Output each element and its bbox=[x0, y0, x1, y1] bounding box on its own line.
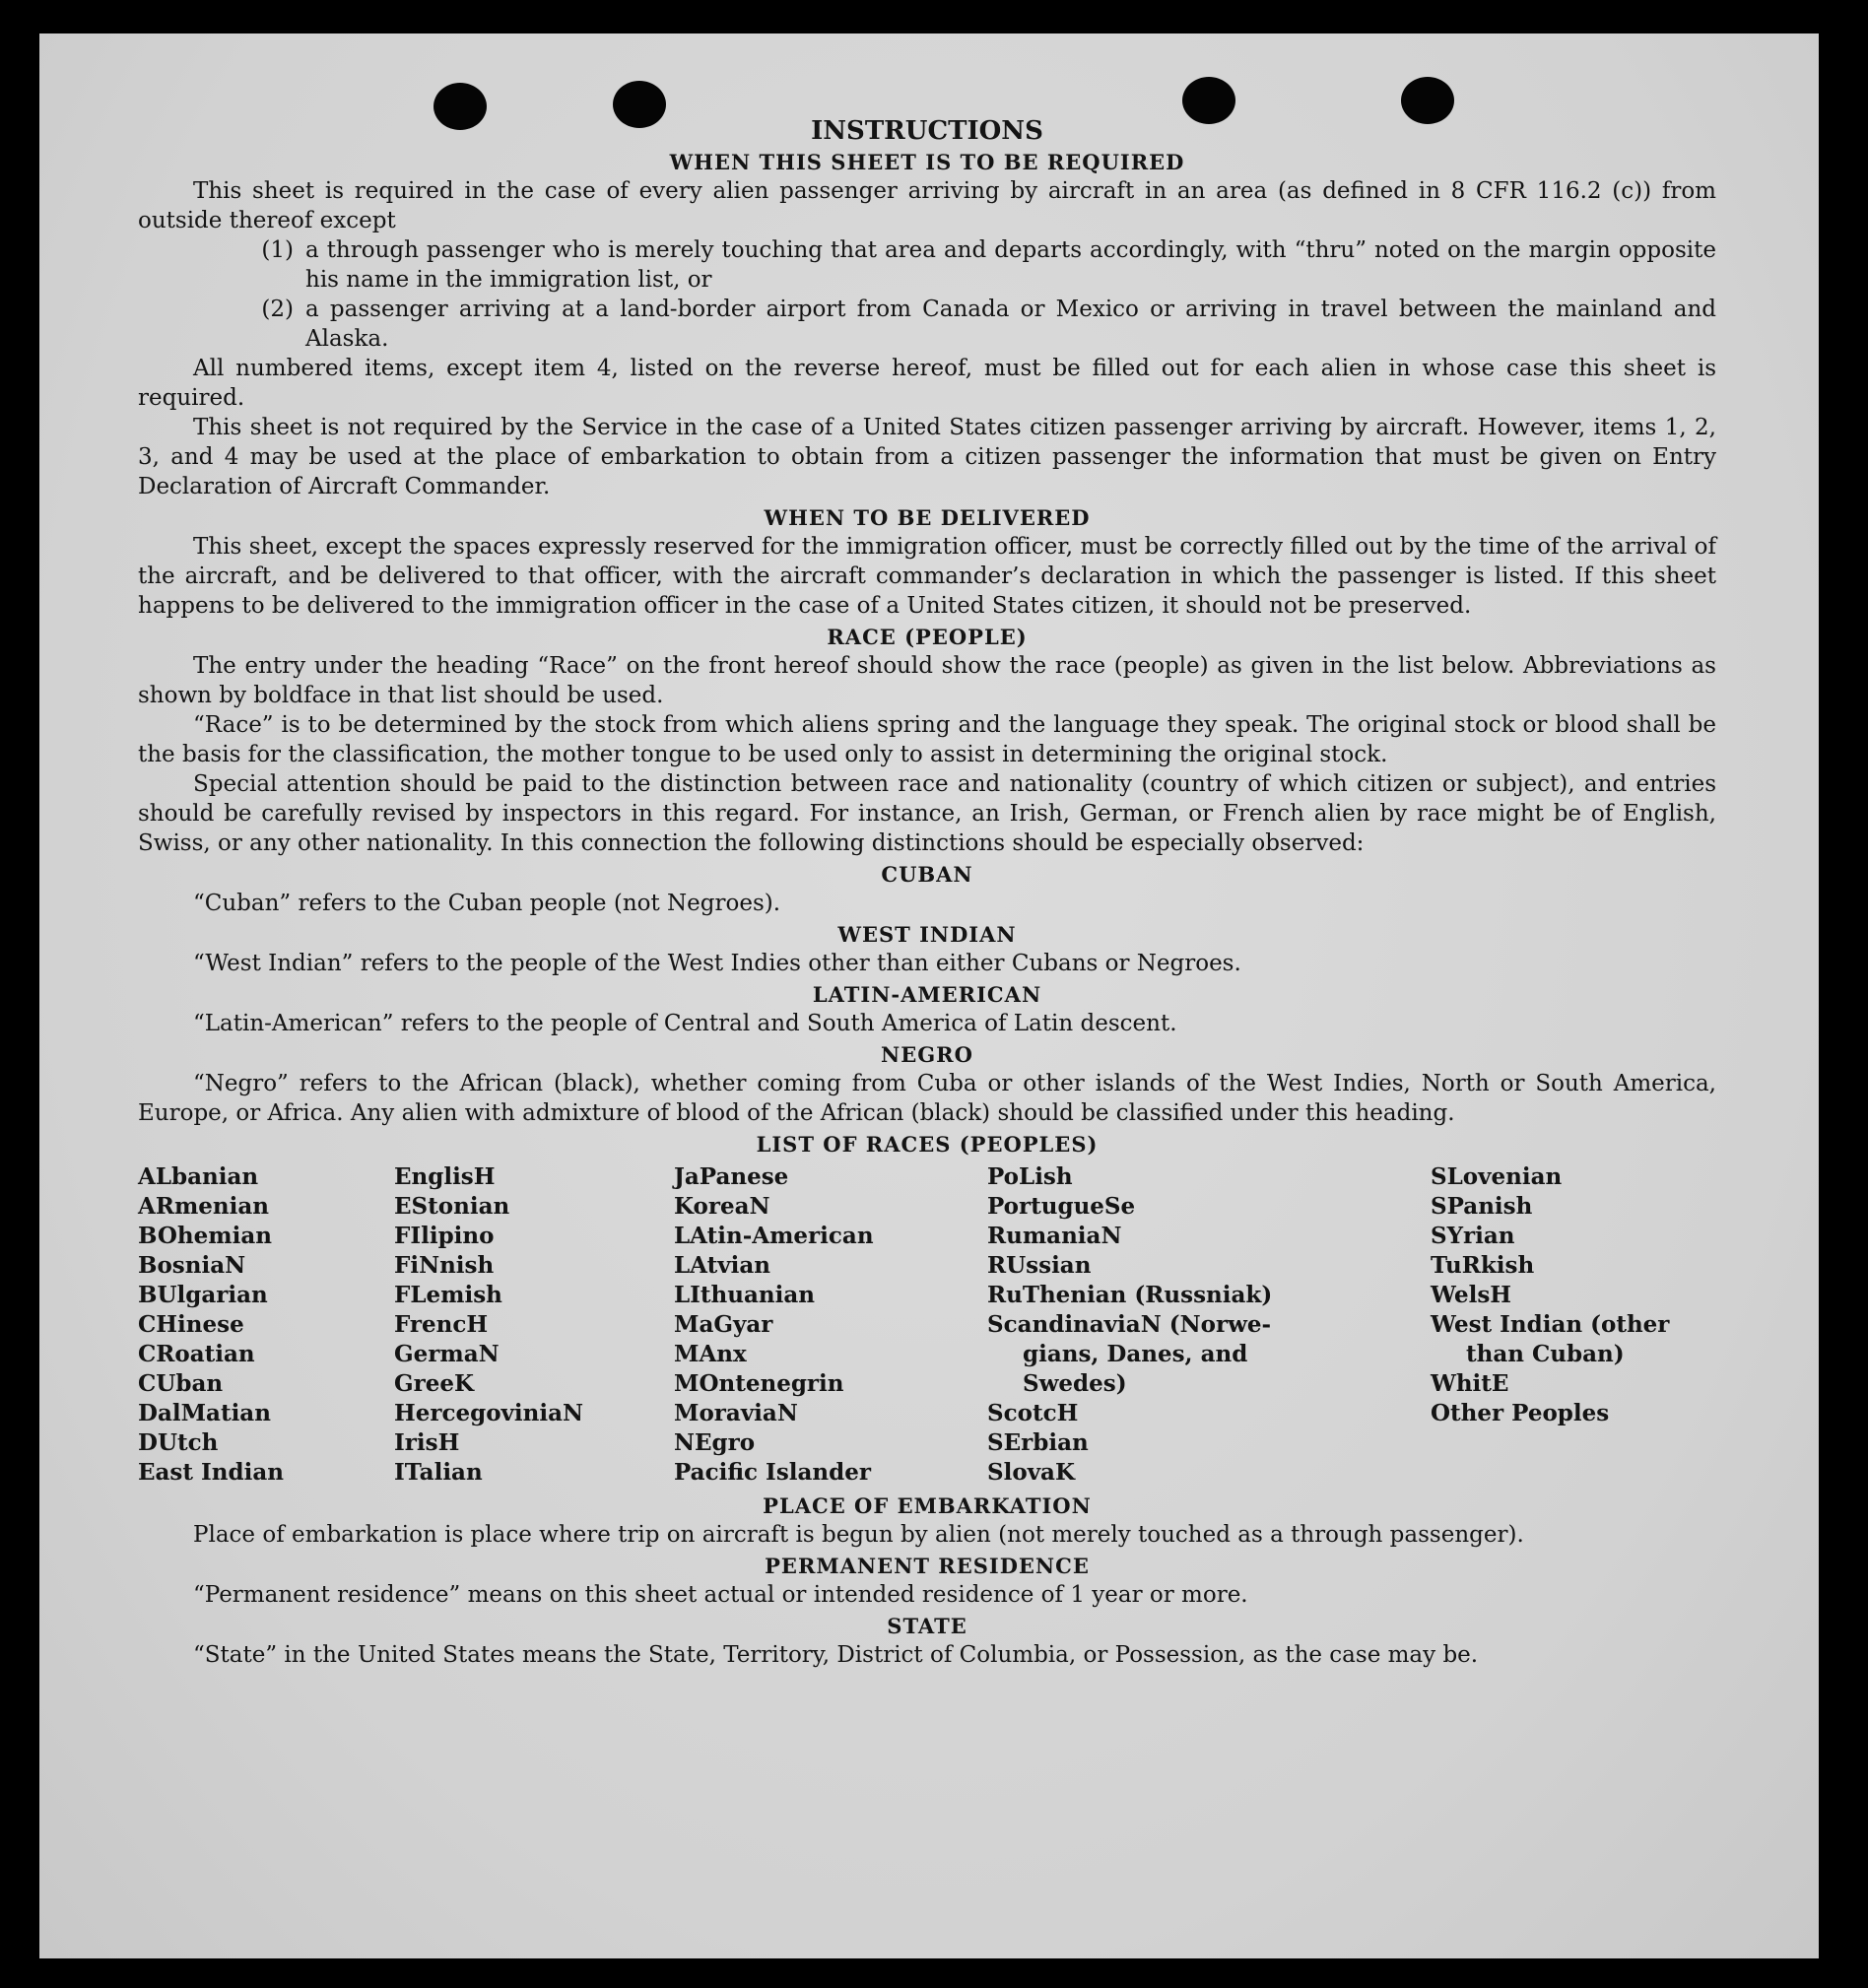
race-entry: FIlipino bbox=[394, 1223, 495, 1249]
race-entry: SLovenian bbox=[1431, 1163, 1563, 1190]
section-heading: PLACE OF EMBARKATION bbox=[763, 1493, 1092, 1518]
race-entry: CRoatian bbox=[138, 1341, 255, 1367]
item-text: a through passenger who is merely touching that area and departs accordingly, with “thru” noted on the margin opposite his name in the immigration list, or bbox=[305, 237, 1716, 293]
race-entry: LAtvian bbox=[674, 1252, 770, 1279]
race-entry: WhitE bbox=[1431, 1370, 1509, 1397]
race-entry: MAnx bbox=[674, 1341, 747, 1367]
item-number: (1) bbox=[261, 237, 294, 263]
race-column bbox=[138, 1162, 394, 1488]
section-heading: LATIN-AMERICAN bbox=[812, 982, 1042, 1007]
list-item bbox=[138, 235, 1716, 295]
race-entry: EnglisH bbox=[394, 1163, 496, 1190]
paragraph: “Race” is to be determined by the stock from which aliens spring and the language they speak. The original stock or blood shall be the basis for the classification, the mother tongue to be used only to assist in determining the original stock. bbox=[138, 712, 1716, 767]
race-entry: JaPanese bbox=[674, 1163, 789, 1190]
race-entry: SErbian bbox=[987, 1429, 1089, 1456]
race-entry: ScotcH bbox=[987, 1400, 1079, 1426]
race-entry: ALbanian bbox=[138, 1163, 259, 1190]
paragraph: This sheet, except the spaces expressly reserved for the immigration officer, must be correctly filled out by the time of the arrival of the aircraft, and be delivered to that officer, with the aircraft commander’s declaration in which the passenger is listed. If this sheet happens to be delivered to the immigration officer in the case of a United States citizen, it should not be preserved. bbox=[138, 534, 1716, 619]
paragraph: All numbered items, except item 4, listed on the reverse hereof, must be filled out for each alien in whose case this sheet is required. bbox=[138, 356, 1716, 411]
section-heading: NEGRO bbox=[881, 1042, 973, 1067]
race-entry: HercegoviniaN bbox=[394, 1400, 584, 1426]
list-item bbox=[138, 295, 1716, 354]
race-entry: West Indian (other bbox=[1431, 1311, 1670, 1338]
paragraph: “Cuban” refers to the Cuban people (not Negroes). bbox=[193, 891, 781, 916]
race-entry: FLemish bbox=[394, 1282, 502, 1308]
race-entry: MoraviaN bbox=[674, 1400, 798, 1426]
race-entry: MOntenegrin bbox=[674, 1370, 844, 1397]
section-heading: LIST OF RACES (PEOPLES) bbox=[756, 1132, 1099, 1157]
paragraph: This sheet is not required by the Service in the case of a United States citizen passenger arriving by aircraft. However, items 1, 2, 3, and 4 may be used at the place of embarkation to obtain from a citizen passenger the information that must be given on Entry Declaration of Aircraft Commander. bbox=[138, 415, 1716, 499]
race-entry: EStonian bbox=[394, 1193, 510, 1220]
race-column bbox=[674, 1162, 987, 1488]
document-sheet bbox=[39, 33, 1819, 1958]
race-entry: RUssian bbox=[987, 1252, 1092, 1279]
race-entry: DUtch bbox=[138, 1429, 219, 1456]
race-entry: BOhemian bbox=[138, 1223, 272, 1249]
race-entry: SlovaK bbox=[987, 1459, 1075, 1486]
race-entry: KoreaN bbox=[674, 1193, 770, 1220]
race-entry: FiNnish bbox=[394, 1252, 495, 1279]
paragraph: Special attention should be paid to the distinction between race and nationality (country of which citizen or subject), and entries should be carefully revised by inspectors in this regard. For instance, an Irish, German, or French alien by race might be of English, Swiss, or any other nationality. In this connection the following distinctions should be especially observed: bbox=[138, 771, 1716, 856]
race-entry: SYrian bbox=[1431, 1223, 1515, 1249]
race-column bbox=[1431, 1162, 1716, 1488]
paragraph: This sheet is required in the case of every alien passenger arriving by aircraft in an area (as defined in 8 CFR 116.2 (c)) from outside thereof except bbox=[138, 178, 1716, 233]
race-entry: PortugueSe bbox=[987, 1193, 1136, 1220]
race-entry: ARmenian bbox=[138, 1193, 270, 1220]
race-entry: ScandinaviaN (Norwe- bbox=[987, 1311, 1272, 1338]
race-entry: LIthuanian bbox=[674, 1282, 815, 1308]
race-entry: BUlgarian bbox=[138, 1282, 268, 1308]
race-entry: CUban bbox=[138, 1370, 224, 1397]
race-entry: gians, Danes, and bbox=[1023, 1341, 1248, 1367]
race-entry: CHinese bbox=[138, 1311, 244, 1338]
race-entry: PoLish bbox=[987, 1163, 1073, 1190]
race-entry: DalMatian bbox=[138, 1400, 271, 1426]
paragraph: The entry under the heading “Race” on the front hereof should show the race (people) as given in the list below. Abbreviations as shown by boldface in that list should be used. bbox=[138, 653, 1716, 708]
race-entry: East Indian bbox=[138, 1459, 284, 1486]
section-heading: CUBAN bbox=[881, 862, 973, 887]
race-entry: than Cuban) bbox=[1466, 1341, 1625, 1367]
section-heading: WHEN TO BE DELIVERED bbox=[764, 505, 1091, 530]
race-entry: TuRkish bbox=[1431, 1252, 1535, 1279]
race-entry: IrisH bbox=[394, 1429, 460, 1456]
race-entry: RumaniaN bbox=[987, 1223, 1122, 1249]
section-heading: WHEN THIS SHEET IS TO BE REQUIRED bbox=[669, 150, 1185, 174]
section-heading: STATE bbox=[887, 1614, 967, 1638]
race-entry: Other Peoples bbox=[1431, 1400, 1610, 1426]
race-entry: LAtin-American bbox=[674, 1223, 874, 1249]
race-entry: WelsH bbox=[1431, 1282, 1512, 1308]
race-entry: SPanish bbox=[1431, 1193, 1533, 1220]
race-entry: ITalian bbox=[394, 1459, 483, 1486]
section-heading: RACE (PEOPLE) bbox=[827, 625, 1028, 649]
race-entry: GreeK bbox=[394, 1370, 475, 1397]
race-entry: RuThenian (Russniak) bbox=[987, 1282, 1273, 1308]
page-title: INSTRUCTIONS bbox=[811, 116, 1043, 146]
item-text: a passenger arriving at a land-border airport from Canada or Mexico or arriving in travel between the mainland and Alaska. bbox=[305, 297, 1716, 352]
race-entry: NEgro bbox=[674, 1429, 756, 1456]
race-column bbox=[987, 1162, 1431, 1488]
paragraph: Place of embarkation is place where trip on aircraft is begun by alien (not merely touched as a through passenger). bbox=[193, 1522, 1524, 1548]
paragraph: “Permanent residence” means on this sheet actual or intended residence of 1 year or more. bbox=[193, 1582, 1248, 1608]
paragraph: “State” in the United States means the State, Territory, District of Columbia, or Possession, as the case may be. bbox=[193, 1642, 1479, 1668]
race-entry: BosniaN bbox=[138, 1252, 246, 1279]
race-list bbox=[138, 1162, 1716, 1488]
instructions-content bbox=[138, 116, 1716, 1670]
race-entry: MaGyar bbox=[674, 1311, 773, 1338]
paragraph: “Latin-American” refers to the people of Central and South America of Latin descent. bbox=[193, 1011, 1177, 1036]
item-number: (2) bbox=[261, 297, 294, 322]
section-heading: PERMANENT RESIDENCE bbox=[765, 1554, 1090, 1578]
race-entry: FrencH bbox=[394, 1311, 489, 1338]
race-entry: Swedes) bbox=[1023, 1370, 1127, 1397]
paragraph: “Negro” refers to the African (black), whether coming from Cuba or other islands of the West Indies, North or South America, Europe, or Africa. Any alien with admixture of blood of the African (black) should be classified under this heading. bbox=[138, 1071, 1716, 1126]
race-entry: GermaN bbox=[394, 1341, 500, 1367]
paragraph: “West Indian” refers to the people of the West Indies other than either Cubans or Negroes. bbox=[193, 951, 1241, 976]
section-heading: WEST INDIAN bbox=[837, 922, 1017, 947]
race-entry: Pacific Islander bbox=[674, 1459, 871, 1486]
race-column bbox=[394, 1162, 674, 1488]
